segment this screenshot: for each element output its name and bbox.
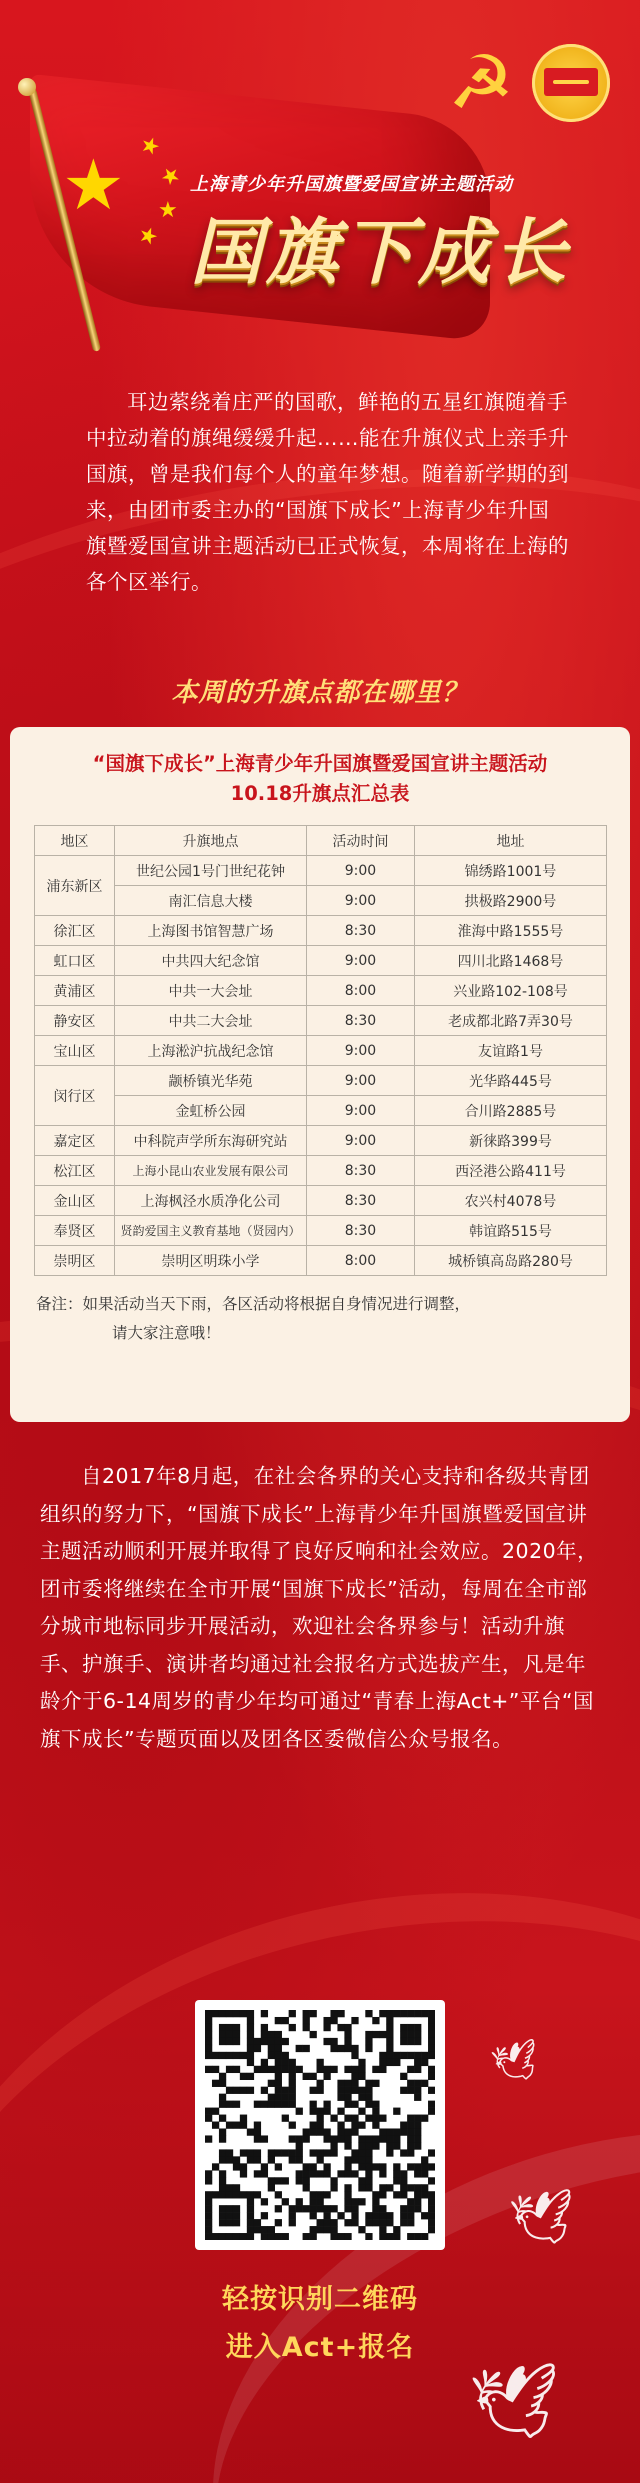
table-row xyxy=(35,1066,607,1096)
table-row xyxy=(35,1216,607,1246)
cell-place: 贤韵爱国主义教育基地（贤园内） xyxy=(115,1216,307,1246)
cell-district: 静安区 xyxy=(35,1006,115,1036)
cell-place: 中共一大会址 xyxy=(115,976,307,1006)
cell-address: 光华路445号 xyxy=(415,1066,607,1096)
qr-code-icon xyxy=(205,2010,435,2240)
cell-time: 9:00 xyxy=(307,946,415,976)
column-header: 地区 xyxy=(35,826,115,856)
cell-address: 友谊路1号 xyxy=(415,1036,607,1066)
schedule-card xyxy=(10,727,630,1422)
cta-line2: 进入Act+报名 xyxy=(225,2332,415,2363)
table-row xyxy=(35,1036,607,1066)
column-header: 升旗地点 xyxy=(115,826,307,856)
qr-code[interactable] xyxy=(195,2000,445,2250)
cell-address: 韩谊路515号 xyxy=(415,1216,607,1246)
table-row xyxy=(35,976,607,1006)
dove-icon: 🕊 xyxy=(467,2356,565,2448)
cell-time: 8:00 xyxy=(307,976,415,1006)
intro-paragraph: 耳边萦绕着庄严的国歌，鲜艳的五星红旗随着手中拉动着的旗绳缓缓升起……能在升旗仪式上亲手升国旗，曾是我们每个人的童年梦想。随着新学期的到来，由团市委主办的“国旗下成长”上海青少年升国旗暨爱国宣讲主题活动已正式恢复，本周将在上海的各个区举行。 xyxy=(86,390,569,594)
call-to-action xyxy=(0,2276,640,2372)
cell-time: 9:00 xyxy=(307,886,415,916)
sites-table xyxy=(34,825,607,1276)
youth-league-emblem-icon xyxy=(532,44,610,122)
note-line2: 请大家注意哦！ xyxy=(112,1324,221,1342)
cell-time: 8:00 xyxy=(307,1246,415,1276)
cell-place: 上海小昆山农业发展有限公司 xyxy=(115,1156,307,1186)
table-row xyxy=(35,1186,607,1216)
cell-address: 锦绣路1001号 xyxy=(415,856,607,886)
hammer-sickle-icon: ☭ xyxy=(447,40,515,126)
table-row xyxy=(35,1006,607,1036)
card-title-line1: “国旗下成长”上海青少年升国旗暨爱国宣讲主题活动 xyxy=(92,752,548,775)
cell-address: 拱极路2900号 xyxy=(415,886,607,916)
cell-address: 农兴村4078号 xyxy=(415,1186,607,1216)
cell-place: 世纪公园1号门世纪花钟 xyxy=(115,856,307,886)
cell-time: 8:30 xyxy=(307,1186,415,1216)
cell-address: 新徕路399号 xyxy=(415,1126,607,1156)
cell-district: 崇明区 xyxy=(35,1246,115,1276)
header-banner xyxy=(0,0,640,370)
cell-district: 黄浦区 xyxy=(35,976,115,1006)
cell-address: 城桥镇高岛路280号 xyxy=(415,1246,607,1276)
small-star-icon: ★ xyxy=(154,160,186,193)
cell-district: 奉贤区 xyxy=(35,1216,115,1246)
section-heading: 本周的升旗点都在哪里？ xyxy=(171,678,469,708)
cell-place: 南汇信息大楼 xyxy=(115,886,307,916)
small-star-icon: ★ xyxy=(136,131,164,162)
event-subtitle: 上海青少年升国旗暨爱国宣讲主题活动 xyxy=(190,174,513,195)
table-body xyxy=(35,856,607,1276)
cell-place: 崇明区明珠小学 xyxy=(115,1246,307,1276)
cell-place: 上海枫泾水质净化公司 xyxy=(115,1186,307,1216)
table-header-row xyxy=(35,826,607,856)
small-star-icon: ★ xyxy=(158,198,178,223)
small-star-icon: ★ xyxy=(134,221,162,252)
card-title-line2: 10.18升旗点汇总表 xyxy=(230,782,410,805)
cta-line1: 轻按识别二维码 xyxy=(222,2284,418,2315)
big-star-icon: ★ xyxy=(62,144,125,226)
cell-place: 上海图书馆智慧广场 xyxy=(115,916,307,946)
cell-district: 宝山区 xyxy=(35,1036,115,1066)
table-row xyxy=(35,1246,607,1276)
cell-time: 9:00 xyxy=(307,1126,415,1156)
cell-district: 虹口区 xyxy=(35,946,115,976)
note-line1: 备注：如果活动当天下雨，各区活动将根据自身情况进行调整， xyxy=(36,1295,471,1313)
cell-district: 松江区 xyxy=(35,1156,115,1186)
cell-place: 上海淞沪抗战纪念馆 xyxy=(115,1036,307,1066)
cell-place: 金虹桥公园 xyxy=(115,1096,307,1126)
card-title xyxy=(34,749,606,809)
dove-icon: 🕊 xyxy=(487,2035,545,2089)
cell-time: 9:00 xyxy=(307,1036,415,1066)
cell-time: 9:00 xyxy=(307,1066,415,1096)
cell-district: 闵行区 xyxy=(35,1066,115,1126)
cell-time: 8:30 xyxy=(307,916,415,946)
dove-icon: 🕊 xyxy=(507,2185,580,2253)
cell-time: 8:30 xyxy=(307,1216,415,1246)
cell-time: 9:00 xyxy=(307,1096,415,1126)
cell-address: 老成都北路7弄30号 xyxy=(415,1006,607,1036)
cell-address: 兴业路102-108号 xyxy=(415,976,607,1006)
table-row xyxy=(35,946,607,976)
table-row xyxy=(35,1096,607,1126)
column-header: 活动时间 xyxy=(307,826,415,856)
page-title: 国旗下成长 xyxy=(190,210,571,294)
cell-district: 嘉定区 xyxy=(35,1126,115,1156)
cell-place: 中科院声学所东海研究站 xyxy=(115,1126,307,1156)
cell-address: 合川路2885号 xyxy=(415,1096,607,1126)
flagpole-finial xyxy=(18,78,36,96)
column-header: 地址 xyxy=(415,826,607,856)
cell-address: 淮海中路1555号 xyxy=(415,916,607,946)
table-row xyxy=(35,1126,607,1156)
cell-address: 四川北路1468号 xyxy=(415,946,607,976)
table-row xyxy=(35,886,607,916)
cell-place: 中共二大会址 xyxy=(115,1006,307,1036)
cell-time: 9:00 xyxy=(307,856,415,886)
table-row xyxy=(35,856,607,886)
table-row xyxy=(35,1156,607,1186)
rain-note xyxy=(36,1290,606,1348)
background-paragraph: 自2017年8月起，在社会各界的关心支持和各级共青团组织的努力下，“国旗下成长”上海青少年升国旗暨爱国宣讲主题活动顺利开展并取得了良好反响和社会效应。2020年，团市委将继续在全市开展“国旗下成长”活动，每周在全市部分城市地标同步开展活动，欢迎社会各界参与！活动升旗手、护旗手、演讲者均通过社会报名方式选拔产生，凡是年龄介于6-14周岁的青少年均可通过“青春上海Act+”平台“国旗下成长”专题页面以及团各区委微信公众号报名。 xyxy=(40,1464,599,1751)
cell-district: 徐汇区 xyxy=(35,916,115,946)
cell-district: 金山区 xyxy=(35,1186,115,1216)
table-row xyxy=(35,916,607,946)
cell-time: 8:30 xyxy=(307,1006,415,1036)
cell-address: 西泾港公路411号 xyxy=(415,1156,607,1186)
cell-place: 中共四大纪念馆 xyxy=(115,946,307,976)
cell-time: 8:30 xyxy=(307,1156,415,1186)
cell-district: 浦东新区 xyxy=(35,856,115,916)
cell-place: 颛桥镇光华苑 xyxy=(115,1066,307,1096)
